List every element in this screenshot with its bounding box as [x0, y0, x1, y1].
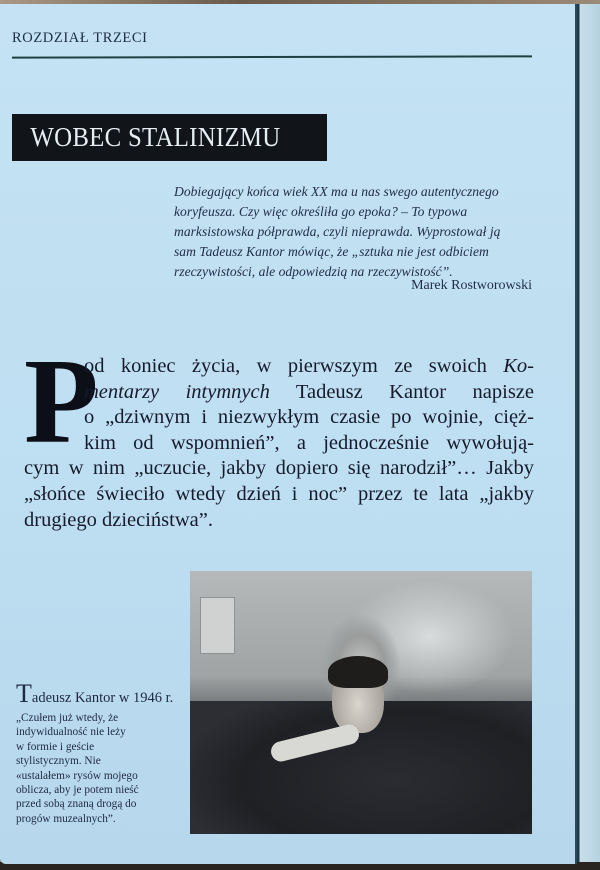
epigraph-line: rzeczywistości, ale odpowiedzią na rzeczywistość”. [174, 264, 453, 279]
body-line: kim od wspomnień”, a jednocześnie wywołują- [84, 431, 534, 454]
wall-switch-plate [200, 597, 235, 654]
photo-caption [16, 679, 181, 826]
body-text-run: Tadeusz Kantor napisze [269, 380, 534, 403]
body-italic-run: Ko- [503, 355, 534, 377]
hair-shape [328, 656, 388, 688]
caption-title-rest: adeusz Kantor w 1946 r. [31, 690, 174, 706]
caption-quote-line: w formie i geście [16, 740, 95, 753]
header-rule [12, 55, 532, 58]
body-line: cym w nim „uczucie, jakby dopiero się narodził”… Jakby [24, 457, 534, 480]
caption-quote-line: progów muzealnych”. [16, 812, 116, 825]
body-line [24, 380, 534, 406]
caption-title [16, 679, 181, 709]
section-title: WOBEC STALINIZMU [30, 122, 281, 152]
body-line: „słońce świeciło wtedy dzień i noc” przez te lata „jakby [24, 482, 534, 505]
body-line [24, 354, 534, 380]
body-text-run: od koniec życia, w pierwszym ze swoich [84, 355, 504, 377]
chapter-label: ROZDZIAŁ TRZECI [12, 30, 148, 46]
body-italic-run: mentarzy intymnych [84, 380, 270, 403]
body-line: drugiego dzieciństwa”. [24, 508, 213, 531]
epigraph-line: Dobiegający końca wiek XX ma u nas swego autentycznego [174, 184, 499, 199]
book-page [0, 4, 577, 864]
page-edge [577, 4, 600, 864]
caption-initial: T [16, 679, 32, 708]
caption-quote [16, 711, 181, 826]
caption-quote-line: przed sobą znaną drogą do [16, 798, 137, 811]
caption-quote-line: „Czułem już wtedy, że [16, 712, 119, 724]
drop-cap: P [24, 334, 99, 469]
portrait-photo [190, 571, 532, 834]
caption-quote-line: indywidualność nie leży [16, 726, 126, 739]
body-paragraph [24, 334, 534, 533]
caption-quote-line: «ustalałem» rysów mojego [16, 769, 138, 782]
epigraph-line: sam Tadeusz Kantor mówiąc, że „sztuka nie jest odbiciem [174, 244, 489, 259]
running-head [12, 30, 531, 47]
caption-quote-line: oblicza, aby je potem nieść [16, 784, 139, 797]
body-line: o „dziwnym i niezwykłym czasie po wojnie, cięż- [84, 406, 534, 429]
section-title-box [12, 114, 327, 161]
epigraph-author: Marek Rostworowski [411, 278, 532, 293]
caption-quote-line: stylistycznym. Nie [16, 755, 101, 768]
epigraph-line: koryfeusza. Czy więc określiła go epoka? – To typowa [174, 204, 468, 219]
epigraph-line: marksistowska półprawda, czyli nieprawda. Wyprostował ją [174, 224, 501, 239]
epigraph [174, 182, 532, 282]
